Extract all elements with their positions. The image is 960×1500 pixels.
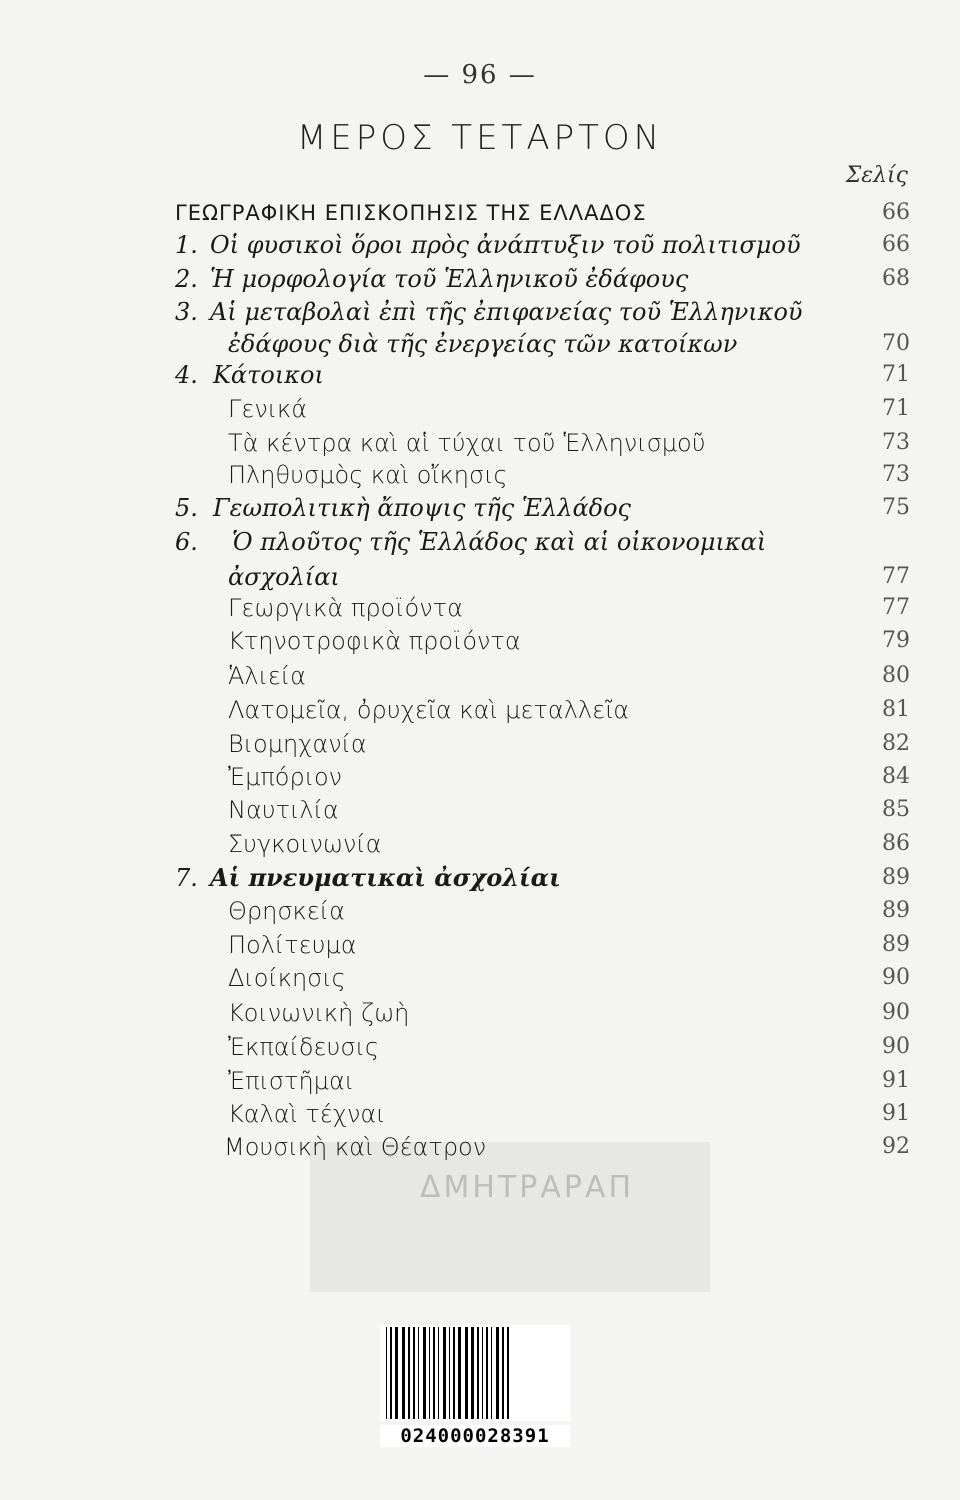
toc-page: 77 [882, 564, 910, 589]
toc-page: 70 [882, 331, 910, 356]
barcode-bar [486, 1327, 488, 1419]
toc-entry [0, 591, 960, 625]
toc-label: ΓΕΩΓΡΑΦΙΚΗ ΕΠΙΣΚΟΠΗΣΙΣ ΤΗΣ ΕΛΛΑΔΟΣ [175, 201, 647, 225]
toc-page: 66 [882, 200, 910, 225]
toc-entry [0, 894, 960, 928]
barcode-bars [380, 1325, 570, 1421]
toc-entry [0, 491, 960, 525]
toc-label: Αἱ πνευματικαὶ ἀσχολίαι [210, 863, 561, 892]
toc-label: Βιομηχανία [228, 730, 367, 758]
barcode-bar [408, 1327, 410, 1419]
toc-entry [0, 426, 960, 460]
barcode-bar [465, 1327, 468, 1419]
toc-entry [0, 525, 960, 559]
toc-label: Γεωπολιτικὴ ἄποψις τῆς Ἑλλάδος [213, 494, 631, 522]
toc-label: Γενικά [228, 395, 308, 423]
toc-page: 89 [882, 898, 910, 923]
toc-entry [0, 760, 960, 794]
barcode-bar [453, 1327, 455, 1419]
toc-page: 91 [882, 1101, 910, 1126]
toc-number: 2. [175, 265, 198, 293]
barcode-bar [402, 1327, 405, 1419]
toc-entry [0, 196, 960, 230]
toc-entry [0, 693, 960, 727]
toc-entry [0, 727, 960, 761]
barcode-bar [433, 1327, 435, 1419]
toc-page: 68 [882, 266, 910, 291]
toc-label: Οἱ φυσικοὶ ὅροι πρὸς ἀνάπτυξιν τοῦ πολιτισμοῦ [210, 231, 801, 259]
toc-label: Καλαὶ τέχναι [228, 1100, 386, 1128]
toc-page: 89 [882, 932, 910, 957]
toc-label: Πολίτευμα [228, 931, 357, 959]
barcode-bar [418, 1327, 419, 1419]
toc-entry [0, 392, 960, 426]
toc-label: Ἁλιεία [228, 662, 306, 690]
toc-entry [0, 358, 960, 392]
barcode-bar [471, 1327, 474, 1419]
toc-label: Συγκοινωνία [228, 830, 382, 858]
toc-number: 1. [175, 231, 198, 259]
barcode-bar [423, 1327, 426, 1419]
barcode-bar [477, 1327, 479, 1419]
toc-label: Λατομεῖα, ὀρυχεῖα καὶ μεταλλεῖα [228, 696, 630, 724]
toc-label: Πληθυσμὸς καὶ οἴκησις [228, 461, 508, 489]
toc-number: 7. [175, 864, 198, 892]
page-number: — 96 — [423, 60, 537, 90]
toc-page: 90 [882, 965, 910, 990]
stamp-text: ΔΜΗΤΡΑΡΑΠ [420, 1170, 635, 1205]
toc-number: 5. [175, 494, 198, 522]
barcode-bar [491, 1327, 492, 1419]
toc-label: Ἡ μορφολογία τοῦ Ἑλληνικοῦ ἐδάφους [210, 265, 689, 293]
toc-page: 73 [882, 430, 910, 455]
barcode-bar [429, 1327, 430, 1419]
toc-entry [0, 327, 960, 361]
toc-number: 3. [175, 298, 198, 326]
part-title: ΜΕΡΟΣ ΤΕΤΑΡΤΟΝ [296, 118, 664, 158]
toc-label: Θρησκεία [228, 897, 345, 925]
barcode-bar [449, 1327, 450, 1419]
toc-page: 90 [882, 1034, 910, 1059]
toc-label: Ἐπιστῆμαι [228, 1067, 355, 1095]
toc-page: 79 [882, 628, 910, 653]
toc-page: 82 [882, 731, 910, 756]
toc-label: Κτηνοτροφικὰ προϊόντα [228, 627, 521, 655]
toc-page: 71 [882, 362, 910, 387]
column-header: Σελίς [845, 163, 908, 188]
barcode [380, 1325, 570, 1421]
toc-label: Ἐμπόριον [228, 763, 343, 791]
toc-label: Μουσικὴ καὶ Θέατρον [224, 1133, 487, 1161]
toc-number: 6. [175, 528, 198, 556]
barcode-bar [386, 1327, 387, 1419]
toc-page: 90 [882, 1000, 910, 1025]
toc-page: 86 [882, 831, 910, 856]
barcode-number: 024000028391 [380, 1425, 570, 1447]
toc-page: 91 [882, 1068, 910, 1093]
toc-label: Ὁ πλοῦτος τῆς Ἑλλάδος καὶ αἱ οἰκονομικαὶ [232, 528, 767, 556]
toc-label: Γεωργικὰ προϊόντα [228, 594, 463, 622]
toc-entry [0, 659, 960, 693]
barcode-bar [390, 1327, 392, 1419]
toc-page: 84 [882, 764, 910, 789]
toc-entry [0, 458, 960, 492]
toc-label: Κάτοικοι [213, 361, 324, 389]
barcode-bar [443, 1327, 446, 1419]
toc-entry [0, 996, 960, 1030]
toc-entry [0, 228, 960, 262]
toc-page: 66 [882, 232, 910, 257]
toc-entry [0, 861, 960, 895]
toc-entry [0, 624, 960, 658]
barcode-bar [395, 1327, 398, 1419]
toc-label: ἐδάφους διὰ τῆς ἐνεργείας τῶν κατοίκων [228, 330, 738, 358]
barcode-bar [496, 1327, 499, 1419]
barcode-bar [507, 1327, 509, 1419]
toc-label: Διοίκησις [228, 964, 346, 992]
barcode-bar [482, 1327, 483, 1419]
toc-label: Κοινωνικὴ ζωὴ [228, 999, 410, 1027]
toc-page: 77 [882, 595, 910, 620]
barcode-bar [458, 1327, 461, 1419]
toc-page: 73 [882, 462, 910, 487]
toc-label: Ναυτιλία [228, 796, 339, 824]
toc-page: 80 [882, 663, 910, 688]
barcode-bar [502, 1327, 504, 1419]
toc-entry [0, 928, 960, 962]
toc-label: Ἐκπαίδευσις [228, 1033, 380, 1061]
toc-entry [0, 827, 960, 861]
toc-label: Αἱ μεταβολαὶ ἐπὶ τῆς ἐπιφανείας τοῦ Ἑλληνικοῦ [210, 298, 803, 326]
barcode-bar [413, 1327, 415, 1419]
toc-label: ἀσχολίαι [228, 563, 340, 591]
toc-page: 75 [882, 495, 910, 520]
toc-page: 71 [882, 396, 910, 421]
toc-entry [0, 1097, 960, 1131]
toc-entry [0, 262, 960, 296]
toc-entry [0, 961, 960, 995]
toc-entry [0, 793, 960, 827]
toc-entry [0, 560, 960, 594]
toc-page: 85 [882, 797, 910, 822]
toc-entry [0, 1030, 960, 1064]
library-stamp [310, 1142, 710, 1292]
toc-entry [0, 1064, 960, 1098]
toc-label: Τὰ κέντρα καὶ αἱ τύχαι τοῦ Ἑλληνισμοῦ [228, 429, 706, 457]
barcode-bar [438, 1327, 439, 1419]
toc-number: 4. [175, 361, 198, 389]
toc-entry [0, 295, 960, 329]
toc-page: 89 [882, 865, 910, 890]
toc-page: 81 [882, 697, 910, 722]
toc-page: 92 [882, 1134, 910, 1159]
